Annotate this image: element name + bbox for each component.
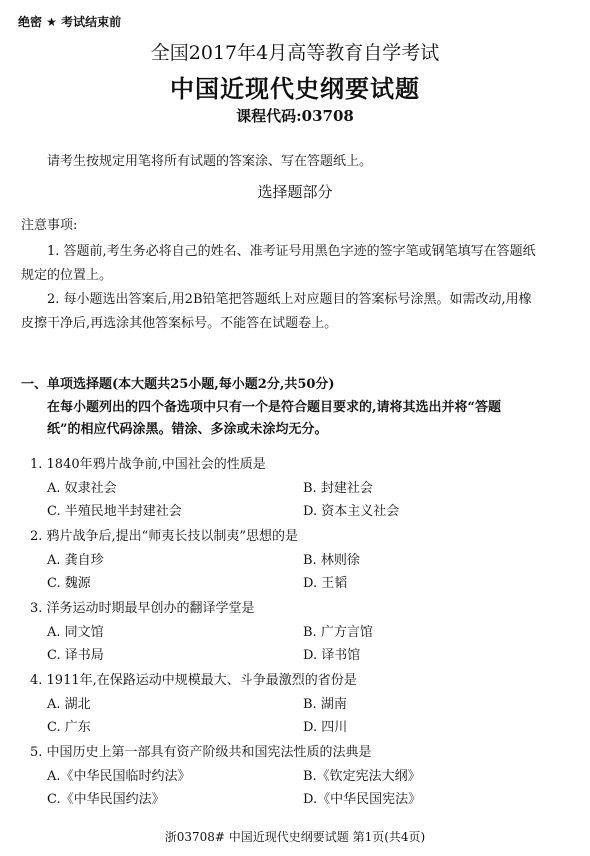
question-4-option-d: D. 四川 xyxy=(303,720,348,735)
question-1-option-a: A. 奴隶社会 xyxy=(47,481,117,496)
course-code: 课程代码:03708 xyxy=(236,107,354,125)
note-item-2-line-2: 皮擦干净后,再选涂其他答案标号。不能答在试题卷上。 xyxy=(21,316,338,331)
question-1-option-b: B. 封建社会 xyxy=(303,481,373,496)
question-4-option-a: A. 湖北 xyxy=(47,697,91,712)
question-3-option-a: A. 同文馆 xyxy=(47,625,104,640)
confidential-label: 绝密 ★ 考试结束前 xyxy=(18,15,122,29)
part-one-desc-line-1: 在每小题列出的四个备选项中只有一个是符合题目要求的,请将其选出并将“答题 xyxy=(47,400,502,415)
question-2-option-a: A. 龚自珍 xyxy=(47,553,104,568)
part-one-heading: 一、单项选择题(本大题共25小题,每小题2分,共50分) xyxy=(21,377,335,392)
section-title: 选择题部分 xyxy=(257,183,333,201)
question-5-option-d: D.《中华民国宪法》 xyxy=(303,792,422,807)
question-4-option-b: B. 湖南 xyxy=(303,697,347,712)
question-1-stem: 1. 1840年鸦片战争前,中国社会的性质是 xyxy=(30,457,266,472)
question-5-option-a: A.《中华民国临时约法》 xyxy=(47,769,191,784)
question-3-option-b: B. 广方言馆 xyxy=(303,625,373,640)
answer-instruction: 请考生按规定用笔将所有试题的答案涂、写在答题纸上。 xyxy=(47,154,373,169)
question-5-option-c: C.《中华民国约法》 xyxy=(47,792,165,807)
question-2-option-b: B. 林则徐 xyxy=(303,553,360,568)
question-3-option-d: D. 译书馆 xyxy=(303,648,361,663)
question-1-option-d: D. 资本主义社会 xyxy=(303,504,400,519)
page-footer: 浙03708# 中国近现代史纲要试题 第1页(共4页) xyxy=(164,830,426,844)
note-item-1-line-2: 规定的位置上。 xyxy=(21,268,113,283)
note-item-2-line-1: 2. 每小题选出答案后,用2B铅笔把答题纸上对应题目的答案标号涂黑。如需改动,用橡 xyxy=(47,292,532,307)
question-4-stem: 4. 1911年,在保路运动中规模最大、斗争最激烈的省份是 xyxy=(30,673,357,688)
question-4-option-c: C. 广东 xyxy=(47,720,91,735)
paper-title: 中国近现代史纲要试题 xyxy=(170,75,420,103)
question-1-option-c: C. 半殖民地半封建社会 xyxy=(47,504,182,519)
exam-name: 全国2017年4月高等教育自学考试 xyxy=(150,42,440,64)
note-item-1-line-1: 1. 答题前,考生务必将自己的姓名、准考证号用黑色字迹的签字笔或钢笔填写在答题纸 xyxy=(47,244,536,259)
question-5-stem: 5. 中国历史上第一部具有资产阶级共和国宪法性质的法典是 xyxy=(30,745,372,760)
question-5-option-b: B.《钦定宪法大纲》 xyxy=(303,769,421,784)
question-3-stem: 3. 洋务运动时期最早创办的翻译学堂是 xyxy=(30,601,255,616)
notes-heading: 注意事项: xyxy=(21,218,78,233)
question-2-option-d: D. 王韬 xyxy=(303,576,348,591)
question-3-option-c: C. 译书局 xyxy=(47,648,104,663)
part-one-desc-line-2: 纸”的相应代码涂黑。错涂、多涂或未涂均无分。 xyxy=(47,422,328,437)
question-2-stem: 2. 鸦片战争后,提出“师夷长技以制夷”思想的是 xyxy=(30,529,298,544)
question-2-option-c: C. 魏源 xyxy=(47,576,91,591)
